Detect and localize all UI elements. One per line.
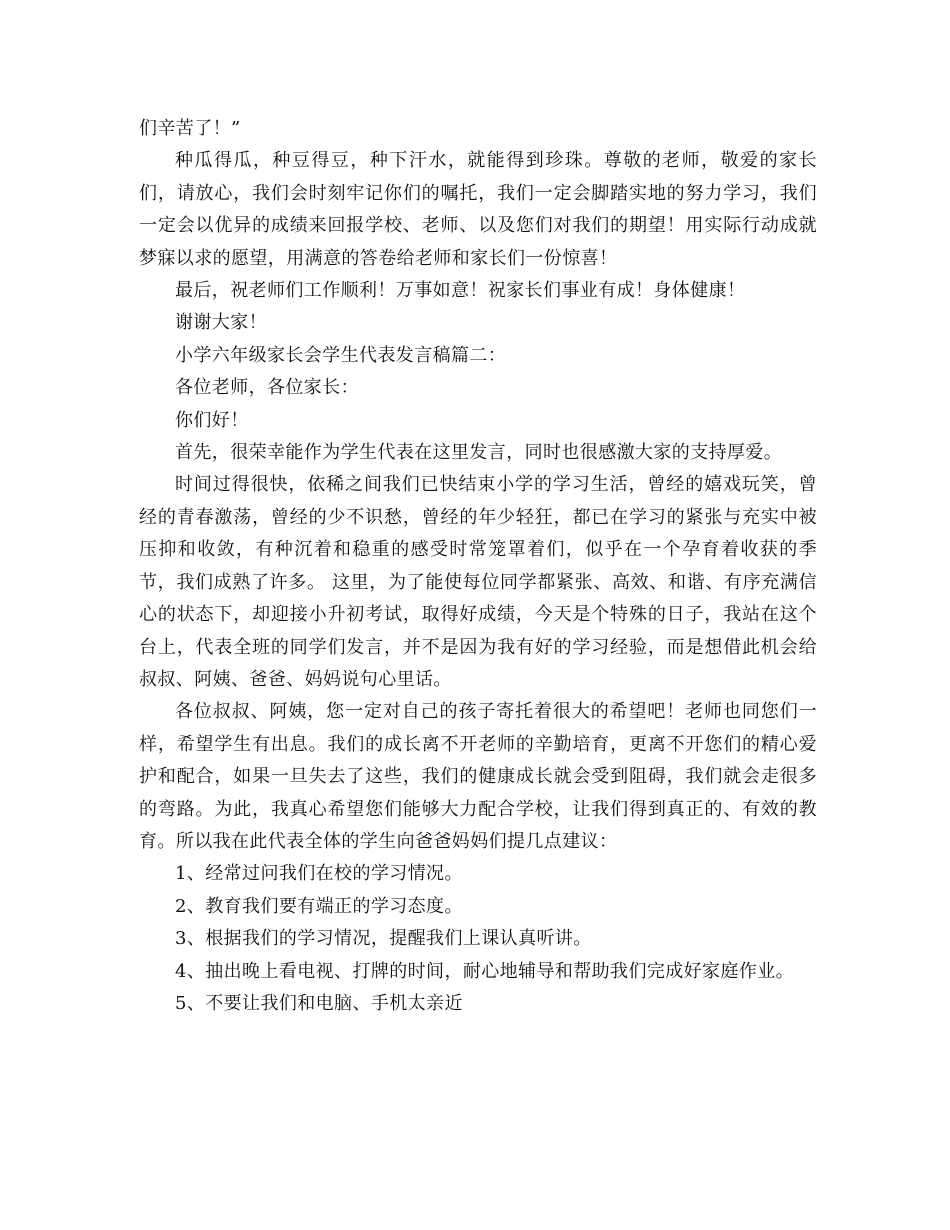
section-heading: 小学六年级家长会学生代表发言稿篇二：: [175, 344, 507, 366]
paragraph-promise: 种瓜得瓜，种豆得豆，种下汗水，就能得到珍珠。尊敬的老师，敬爱的家长们，请放心，我们会时刻牢记你们的嘱托，我们一定会脚踏实地的努力学习，我们一定会以优异的成绩来回报学校、老师、以及您们对我们的期望！用实际行动成就梦寐以求的愿望，用满意的答卷给老师和家长们一份惊喜！: [139, 150, 817, 269]
greeting: 你们好！: [175, 409, 249, 431]
list-item: 5、不要让我们和电脑、手机太亲近: [175, 992, 463, 1014]
list-item: 3、根据我们的学习情况，提醒我们上课认真听讲。: [175, 928, 592, 950]
list-item: 2、教育我们要有端正的学习态度。: [175, 895, 463, 917]
list-item: 1、经常过问我们在校的学习情况。: [175, 863, 463, 885]
paragraph-intro: 首先，很荣幸能作为学生代表在这里发言，同时也很感激大家的支持厚爱。: [175, 442, 783, 464]
list-item: 4、抽出晚上看电视、打牌的时间，耐心地辅导和帮助我们完成好家庭作业。: [175, 960, 795, 982]
paragraph-appeal: 各位叔叔、阿姨，您一定对自己的孩子寄托着很大的希望吧！老师也同您们一样，希望学生有出息。我们的成长离不开老师的辛勤培育，更离不开您们的精心爱护和配合，如果一旦失去了这些，我们的健康成长就会受到阻碍，我们就会走很多的弯路。为此，我真心希望您们能够大力配合学校，让我们得到真正的、有效的教育。所以我在此代表全体的学生向爸爸妈妈们提几点建议：: [139, 701, 817, 852]
paragraph-thanks: 谢谢大家！: [175, 312, 267, 334]
paragraph-continuation: 们辛苦了！”: [139, 118, 241, 139]
salutation: 各位老师，各位家长：: [175, 377, 359, 399]
document-body: [139, 113, 817, 1020]
paragraph-reflection: 时间过得很快，依稀之间我们已快结束小学的学习生活，曾经的嬉戏玩笑，曾经的青春激荡，曾经的少不识愁，曾经的年少轻狂，都已在学习的紧张与充实中被压抑和收敛，有种沉着和稳重的感受时常笼罩着们，似乎在一个孕育着收获的季节，我们成熟了许多。 这里，为了能使每位同学都紧张、高效、和谐、有序充满信心的状态下，却迎接小升初考试，取得好成绩，今天是个特殊的日子，我站在这个台上，代表全班的同学们发言，并不是因为我有好的学习经验，而是想借此机会给叔叔、阿姨、爸爸、妈妈说句心里话。: [139, 474, 817, 690]
paragraph-wishes: 最后，祝老师们工作顺利！万事如意！祝家长们事业有成！身体健康！: [175, 280, 746, 302]
